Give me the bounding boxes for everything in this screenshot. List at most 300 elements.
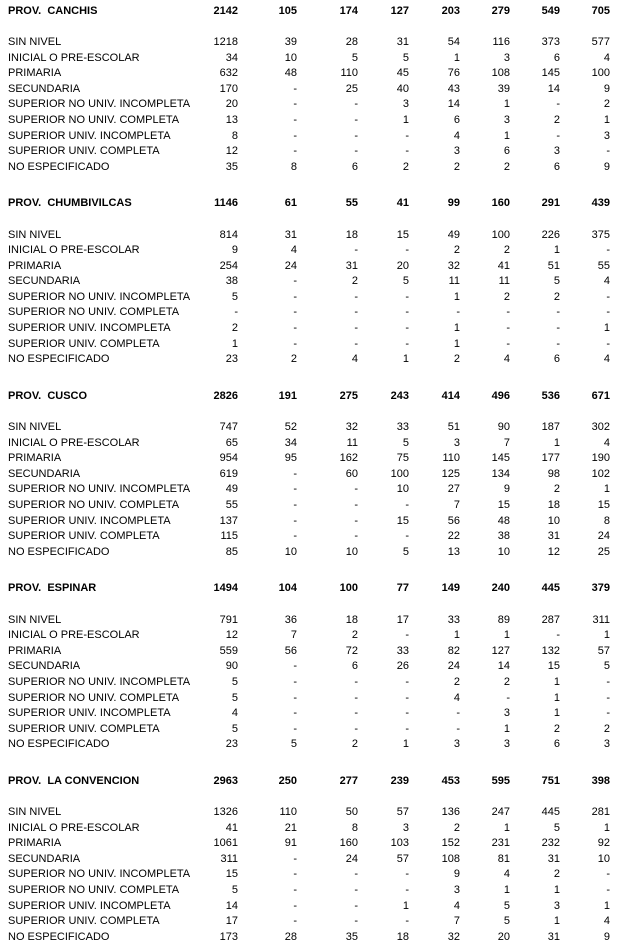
value-cell: 1 [231, 337, 238, 350]
education-level-label: INICIAL O PRE-ESCOLAR [8, 436, 140, 449]
value-cell: - [405, 629, 409, 642]
value-cell: 2 [553, 722, 560, 735]
value-cell: 2 [453, 675, 460, 688]
value-cell: 4 [603, 353, 610, 366]
value-cell: 22 [447, 530, 460, 543]
value-cell: 51 [447, 421, 460, 434]
education-level-label: SUPERIOR UNIV. COMPLETA [8, 722, 160, 735]
value-cell: 3 [603, 738, 610, 751]
value-cell: 10 [547, 514, 560, 527]
value-cell: 132 [541, 644, 560, 657]
value-cell: 18 [547, 499, 560, 512]
value-cell: 39 [497, 82, 510, 95]
value-cell: - [293, 337, 297, 350]
value-cell: 3 [553, 899, 560, 912]
education-rows [0, 34, 631, 174]
value-cell: - [354, 868, 358, 881]
section-spacer [0, 367, 631, 388]
value-cell: - [405, 499, 409, 512]
value-cell: - [556, 337, 560, 350]
value-cell: 48 [284, 67, 297, 80]
value-cell: 52 [284, 421, 297, 434]
province-total-value: 549 [541, 4, 560, 17]
value-cell: - [293, 707, 297, 720]
value-cell: 14 [447, 98, 460, 111]
province-total-value: 379 [591, 582, 610, 595]
value-cell: 8 [231, 129, 238, 142]
education-row [0, 112, 631, 128]
education-level-label: SUPERIOR NO UNIV. INCOMPLETA [8, 868, 191, 881]
value-cell: 33 [396, 644, 409, 657]
education-level-label: NO ESPECIFICADO [8, 738, 110, 751]
value-cell: 1 [553, 244, 560, 257]
value-cell: - [354, 707, 358, 720]
value-cell: 3 [553, 145, 560, 158]
value-cell: 34 [284, 436, 297, 449]
value-cell: 36 [284, 613, 297, 626]
value-cell: - [354, 322, 358, 335]
value-cell: - [405, 722, 409, 735]
education-row [0, 351, 631, 367]
value-cell: - [293, 675, 297, 688]
province-total-value: 2826 [213, 389, 238, 402]
value-cell: 125 [441, 467, 460, 480]
value-cell: 23 [225, 353, 238, 366]
value-cell: 791 [219, 613, 238, 626]
education-level-label: SECUNDARIA [8, 660, 81, 673]
province-total-value: 160 [491, 197, 510, 210]
province-totals-row [0, 3, 631, 19]
value-cell: 5 [603, 660, 610, 673]
value-cell: 89 [497, 613, 510, 626]
education-row [0, 320, 631, 336]
province-section [0, 388, 631, 581]
value-cell: 1 [603, 113, 610, 126]
education-level-label: SUPERIOR UNIV. COMPLETA [8, 530, 160, 543]
value-cell: 14 [547, 82, 560, 95]
education-rows [0, 612, 631, 752]
value-cell: 35 [345, 930, 358, 943]
value-cell: 4 [351, 353, 358, 366]
value-cell: 1 [553, 675, 560, 688]
value-cell: 34 [225, 51, 238, 64]
value-cell: - [354, 514, 358, 527]
education-level-label: SUPERIOR NO UNIV. COMPLETA [8, 499, 180, 512]
education-row [0, 97, 631, 113]
value-cell: 110 [442, 452, 460, 465]
section-spacer [0, 752, 631, 773]
province-totals-row [0, 773, 631, 789]
value-cell: 173 [219, 930, 238, 943]
value-cell: 2 [553, 483, 560, 496]
education-row [0, 804, 631, 820]
education-level-label: SUPERIOR UNIV. INCOMPLETA [8, 707, 171, 720]
value-cell: 1 [453, 337, 460, 350]
value-cell: 15 [547, 660, 560, 673]
education-level-label: SUPERIOR NO UNIV. COMPLETA [8, 113, 180, 126]
value-cell: - [293, 722, 297, 735]
education-row [0, 50, 631, 66]
value-cell: 15 [497, 499, 510, 512]
value-cell: 2 [503, 244, 510, 257]
value-cell: 311 [220, 852, 238, 865]
value-cell: - [606, 290, 610, 303]
value-cell: - [405, 322, 409, 335]
education-row [0, 242, 631, 258]
value-cell: 100 [491, 228, 510, 241]
value-cell: - [293, 660, 297, 673]
value-cell: 10 [597, 852, 610, 865]
value-cell: 21 [284, 821, 297, 834]
value-cell: - [354, 483, 358, 496]
education-level-label: SECUNDARIA [8, 275, 81, 288]
value-cell: 41 [497, 259, 510, 272]
value-cell: 9 [603, 160, 610, 173]
value-cell: - [405, 884, 409, 897]
value-cell: 2 [351, 738, 358, 751]
province-total-value: 279 [491, 4, 510, 17]
value-cell: - [354, 306, 358, 319]
value-cell: 145 [491, 452, 510, 465]
value-cell: 31 [547, 852, 560, 865]
value-cell: 110 [279, 806, 297, 819]
province-total-value: 277 [339, 774, 358, 787]
value-cell: - [293, 275, 297, 288]
value-cell: 747 [219, 421, 238, 434]
province-total-value: 1146 [214, 197, 238, 210]
value-cell: 28 [284, 930, 297, 943]
value-cell: 3 [603, 129, 610, 142]
value-cell: - [293, 884, 297, 897]
education-rows [0, 227, 631, 367]
value-cell: 17 [225, 915, 238, 928]
education-level-label: SIN NIVEL [8, 806, 62, 819]
education-level-label: SUPERIOR UNIV. INCOMPLETA [8, 129, 171, 142]
province-title: PROV. CHUMBIVILCAS [8, 197, 132, 210]
province-total-value: 705 [591, 4, 610, 17]
value-cell: 5 [231, 675, 238, 688]
value-cell: 38 [497, 530, 510, 543]
value-cell: - [354, 129, 358, 142]
value-cell: 98 [547, 467, 560, 480]
value-cell: 100 [390, 467, 409, 480]
value-cell: 1326 [213, 806, 238, 819]
section-spacer [0, 596, 631, 612]
education-level-label: SUPERIOR UNIV. COMPLETA [8, 145, 160, 158]
value-cell: 281 [591, 806, 610, 819]
value-cell: 81 [497, 852, 510, 865]
value-cell: - [293, 691, 297, 704]
value-cell: 31 [284, 228, 297, 241]
value-cell: 5 [553, 275, 560, 288]
value-cell: 160 [339, 837, 358, 850]
value-cell: 4 [603, 51, 610, 64]
province-total-value: 536 [541, 389, 560, 402]
value-cell: 41 [225, 821, 238, 834]
value-cell: 33 [396, 421, 409, 434]
value-cell: - [293, 514, 297, 527]
value-cell: 90 [225, 660, 238, 673]
value-cell: 8 [290, 160, 297, 173]
value-cell: 24 [284, 259, 297, 272]
value-cell: 49 [225, 483, 238, 496]
value-cell: 6 [553, 51, 560, 64]
value-cell: 1061 [213, 837, 238, 850]
value-cell: - [456, 722, 460, 735]
education-level-label: SUPERIOR NO UNIV. COMPLETA [8, 691, 180, 704]
education-row [0, 690, 631, 706]
education-level-label: PRIMARIA [8, 644, 62, 657]
value-cell: - [354, 915, 358, 928]
value-cell: 1 [402, 113, 409, 126]
value-cell: 7 [503, 436, 510, 449]
value-cell: 12 [225, 629, 238, 642]
education-level-label: INICIAL O PRE-ESCOLAR [8, 629, 140, 642]
value-cell: 13 [225, 113, 238, 126]
value-cell: 247 [491, 806, 510, 819]
value-cell: 25 [597, 545, 610, 558]
education-row [0, 674, 631, 690]
value-cell: 48 [497, 514, 510, 527]
value-cell: - [506, 691, 510, 704]
value-cell: 152 [441, 837, 460, 850]
value-cell: - [293, 290, 297, 303]
value-cell: - [293, 322, 297, 335]
value-cell: 373 [541, 35, 560, 48]
province-total-value: 174 [339, 4, 358, 17]
value-cell: 4 [603, 915, 610, 928]
province-section [0, 196, 631, 389]
value-cell: 6 [351, 660, 358, 673]
value-cell: 4 [453, 129, 460, 142]
value-cell: 5 [503, 899, 510, 912]
value-cell: 35 [225, 160, 238, 173]
value-cell: 1 [553, 436, 560, 449]
value-cell: 1 [453, 51, 460, 64]
value-cell: 15 [225, 868, 238, 881]
value-cell: 2 [503, 675, 510, 688]
value-cell: 110 [340, 67, 358, 80]
section-spacer [0, 560, 631, 581]
education-level-label: SUPERIOR NO UNIV. COMPLETA [8, 884, 180, 897]
value-cell: 15 [597, 499, 610, 512]
value-cell: 231 [491, 837, 510, 850]
value-cell: 3 [503, 707, 510, 720]
value-cell: 18 [345, 613, 358, 626]
value-cell: 814 [219, 228, 238, 241]
education-level-label: INICIAL O PRE-ESCOLAR [8, 244, 140, 257]
value-cell: - [293, 467, 297, 480]
value-cell: 187 [541, 421, 560, 434]
value-cell: 55 [597, 259, 610, 272]
value-cell: - [405, 129, 409, 142]
province-total-value: 239 [390, 774, 409, 787]
education-level-label: SUPERIOR NO UNIV. INCOMPLETA [8, 98, 191, 111]
value-cell: 17 [396, 613, 409, 626]
section-spacer [0, 19, 631, 35]
education-level-label: INICIAL O PRE-ESCOLAR [8, 51, 140, 64]
province-total-value: 671 [591, 389, 610, 402]
value-cell: 1 [503, 129, 510, 142]
education-row [0, 643, 631, 659]
value-cell: 26 [396, 660, 409, 673]
value-cell: - [506, 306, 510, 319]
education-level-label: SUPERIOR UNIV. INCOMPLETA [8, 514, 171, 527]
education-row [0, 513, 631, 529]
value-cell: 5 [402, 436, 409, 449]
education-row [0, 128, 631, 144]
education-level-label: NO ESPECIFICADO [8, 353, 110, 366]
value-cell: - [405, 145, 409, 158]
value-cell: - [506, 322, 510, 335]
value-cell: 3 [453, 884, 460, 897]
province-total-value: 105 [278, 4, 297, 17]
value-cell: - [293, 899, 297, 912]
value-cell: 5 [231, 691, 238, 704]
value-cell: 4 [453, 899, 460, 912]
value-cell: 10 [497, 545, 510, 558]
value-cell: 619 [219, 467, 238, 480]
value-cell: 9 [503, 483, 510, 496]
value-cell: 4 [503, 868, 510, 881]
value-cell: 50 [345, 806, 358, 819]
value-cell: 6 [503, 145, 510, 158]
value-cell: - [354, 899, 358, 912]
education-row [0, 258, 631, 274]
province-total-value: 127 [390, 4, 409, 17]
education-level-label: SUPERIOR NO UNIV. COMPLETA [8, 306, 180, 319]
value-cell: - [405, 244, 409, 257]
value-cell: 1 [503, 821, 510, 834]
value-cell: 2 [402, 160, 409, 173]
value-cell: 190 [591, 452, 610, 465]
value-cell: 232 [541, 837, 560, 850]
education-row [0, 929, 631, 945]
value-cell: 3 [402, 98, 409, 111]
education-level-label: SUPERIOR NO UNIV. INCOMPLETA [8, 290, 191, 303]
value-cell: 1 [553, 707, 560, 720]
province-total-value: 291 [541, 197, 560, 210]
value-cell: 12 [547, 545, 560, 558]
value-cell: - [293, 145, 297, 158]
value-cell: 3 [453, 145, 460, 158]
value-cell: 15 [396, 514, 409, 527]
value-cell: 1 [402, 738, 409, 751]
province-section [0, 3, 631, 196]
value-cell: - [293, 915, 297, 928]
value-cell: 1 [402, 353, 409, 366]
value-cell: - [293, 483, 297, 496]
education-row [0, 882, 631, 898]
education-row [0, 528, 631, 544]
province-total-value: 414 [441, 389, 460, 402]
value-cell: 18 [345, 228, 358, 241]
value-cell: 4 [290, 244, 297, 257]
value-cell: - [405, 337, 409, 350]
value-cell: - [405, 675, 409, 688]
value-cell: 108 [441, 852, 460, 865]
province-total-value: 61 [284, 197, 297, 210]
value-cell: 57 [597, 644, 610, 657]
value-cell: 43 [447, 82, 460, 95]
value-cell: 20 [396, 259, 409, 272]
province-total-value: 1494 [213, 582, 238, 595]
value-cell: - [606, 306, 610, 319]
value-cell: 1 [503, 884, 510, 897]
value-cell: 632 [219, 67, 238, 80]
value-cell: - [293, 499, 297, 512]
education-row [0, 159, 631, 175]
value-cell: 1 [603, 483, 610, 496]
value-cell: 32 [345, 421, 358, 434]
value-cell: 20 [225, 98, 238, 111]
value-cell: 4 [503, 353, 510, 366]
value-cell: 5 [402, 545, 409, 558]
value-cell: - [606, 884, 610, 897]
value-cell: - [354, 290, 358, 303]
province-title: PROV. CUSCO [8, 389, 88, 402]
province-total-value: 2142 [213, 4, 238, 17]
value-cell: 6 [553, 160, 560, 173]
value-cell: 3 [453, 436, 460, 449]
section-spacer [0, 175, 631, 196]
value-cell: 4 [231, 707, 238, 720]
province-totals-row [0, 196, 631, 212]
value-cell: 5 [231, 722, 238, 735]
value-cell: 4 [453, 691, 460, 704]
value-cell: 15 [396, 228, 409, 241]
value-cell: - [354, 337, 358, 350]
value-cell: 2 [453, 244, 460, 257]
section-spacer [0, 211, 631, 227]
value-cell: 39 [284, 35, 297, 48]
education-row [0, 143, 631, 159]
value-cell: 18 [396, 930, 409, 943]
value-cell: 1218 [213, 35, 238, 48]
education-row [0, 659, 631, 675]
education-row [0, 612, 631, 628]
value-cell: 116 [492, 35, 510, 48]
education-row [0, 34, 631, 50]
value-cell: - [293, 868, 297, 881]
value-cell: - [354, 113, 358, 126]
value-cell: 3 [503, 51, 510, 64]
value-cell: 25 [345, 82, 358, 95]
education-row [0, 851, 631, 867]
education-row [0, 820, 631, 836]
value-cell: - [293, 852, 297, 865]
value-cell: 40 [396, 82, 409, 95]
value-cell: 1 [453, 322, 460, 335]
value-cell: 226 [541, 228, 560, 241]
education-level-label: SIN NIVEL [8, 613, 62, 626]
value-cell: - [606, 868, 610, 881]
value-cell: 8 [351, 821, 358, 834]
education-row [0, 482, 631, 498]
province-total-value: 2963 [213, 774, 238, 787]
province-total-value: 751 [541, 774, 560, 787]
value-cell: 3 [453, 738, 460, 751]
value-cell: - [606, 675, 610, 688]
education-level-label: NO ESPECIFICADO [8, 545, 110, 558]
value-cell: 4 [603, 436, 610, 449]
value-cell: - [293, 129, 297, 142]
education-level-label: SUPERIOR NO UNIV. INCOMPLETA [8, 483, 191, 496]
province-total-value: 398 [591, 774, 610, 787]
value-cell: 577 [591, 35, 610, 48]
province-total-value: 41 [396, 197, 409, 210]
value-cell: 90 [497, 421, 510, 434]
